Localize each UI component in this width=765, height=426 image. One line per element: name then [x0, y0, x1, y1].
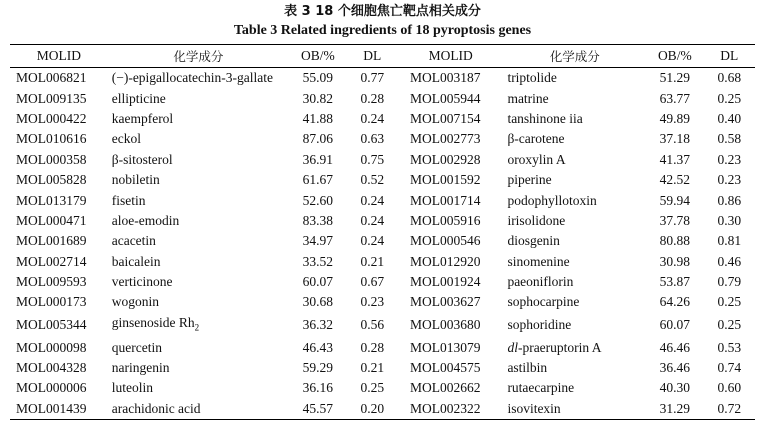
- table-caption-english: Table 3 Related ingredients of 18 pyroptosis genes: [233, 23, 532, 38]
- table-row: [10, 231, 755, 251]
- compound-name: naringenin: [111, 359, 170, 375]
- compound-name-cell: [108, 211, 289, 231]
- compound-name: sophoridine: [507, 317, 572, 333]
- compound-name: piperine: [507, 172, 552, 188]
- ob-cell: 46.43: [302, 339, 334, 355]
- ob-cell: 83.38: [302, 212, 334, 228]
- molid-cell: MOL001592: [409, 172, 481, 188]
- molid-cell: MOL000173: [16, 294, 87, 310]
- dl-cell: 0.30: [717, 212, 742, 228]
- compound-name: nobiletin: [111, 172, 160, 188]
- compound-name: acacetin: [111, 233, 156, 249]
- compound-name: baicalein: [111, 253, 161, 269]
- compound-name-cell: [108, 231, 289, 251]
- ob-cell: 59.29: [302, 359, 334, 375]
- dl-cell: 0.23: [717, 151, 742, 167]
- table-row: [10, 337, 755, 357]
- molid-cell: MOL009135: [16, 90, 87, 106]
- compound-name: β-sitosterol: [111, 151, 173, 167]
- ob-cell: 60.07: [659, 317, 690, 333]
- compound-name-cell: [503, 211, 646, 231]
- compound-name-cell: [108, 378, 289, 398]
- molid-cell: MOL004328: [16, 359, 87, 375]
- dl-cell: 0.24: [360, 233, 385, 249]
- compound-name-subscript: 2: [194, 322, 200, 333]
- table-caption-chinese: 表 3 18 个细胞焦亡靶点相关成分: [284, 4, 481, 19]
- molid-cell: MOL005828: [16, 172, 87, 188]
- molid-cell: MOL001714: [409, 192, 481, 208]
- molid-cell: MOL003627: [409, 294, 481, 310]
- dl-cell: 0.63: [360, 131, 385, 147]
- dl-cell: 0.74: [717, 359, 742, 375]
- ob-cell: 51.29: [659, 70, 690, 86]
- ob-cell: 30.82: [302, 90, 334, 106]
- compound-name-cell: [108, 292, 289, 312]
- compound-name-cell: [108, 109, 289, 129]
- ob-cell: 30.68: [302, 294, 334, 310]
- compound-name-cell: [108, 358, 289, 378]
- molid-cell: MOL005944: [409, 90, 481, 106]
- dl-cell: 0.52: [360, 172, 385, 188]
- table-row: [10, 399, 755, 420]
- table-row: [10, 170, 755, 190]
- ob-cell: 55.09: [302, 70, 334, 86]
- compound-name-cell: [108, 68, 289, 89]
- compound-name: eckol: [111, 131, 141, 147]
- dl-cell: 0.58: [717, 131, 742, 147]
- ob-cell: 52.60: [302, 192, 334, 208]
- table-row: [10, 358, 755, 378]
- molid-cell: MOL000422: [16, 110, 87, 126]
- compound-name-cell: [503, 170, 646, 190]
- dl-cell: 0.75: [360, 151, 385, 167]
- molid-cell: MOL005916: [409, 212, 481, 228]
- compound-name: podophyllotoxin: [507, 192, 597, 208]
- molid-cell: MOL002773: [409, 131, 481, 147]
- ob-cell: 63.77: [659, 90, 690, 106]
- table-row: [10, 292, 755, 312]
- compound-name: triptolide: [507, 70, 557, 86]
- header-chem-right: 化学成分: [549, 49, 600, 64]
- molid-cell: MOL003680: [409, 317, 481, 333]
- table-row: [10, 378, 755, 398]
- compound-name-cell: [503, 378, 646, 398]
- compound-name-cell: [503, 399, 646, 420]
- header-chem-left: 化学成分: [173, 49, 224, 64]
- header-dl-left: DL: [363, 48, 382, 63]
- dl-cell: 0.40: [717, 110, 742, 126]
- molid-cell: MOL003187: [409, 70, 481, 86]
- compound-name-cell: [503, 68, 646, 89]
- ob-cell: 53.87: [659, 274, 690, 290]
- compound-name-cell: [108, 129, 289, 149]
- ob-cell: 59.94: [659, 192, 690, 208]
- ob-cell: 37.78: [659, 212, 690, 228]
- dl-cell: 0.81: [717, 233, 742, 249]
- dl-cell: 0.72: [717, 400, 742, 416]
- ob-cell: 36.46: [659, 359, 690, 375]
- molid-cell: MOL002662: [409, 380, 481, 396]
- ob-cell: 33.52: [302, 253, 334, 269]
- compound-name: irisolidone: [507, 212, 566, 228]
- ob-cell: 40.30: [659, 380, 690, 396]
- compound-name: tanshinone iia: [507, 110, 583, 126]
- molid-cell: MOL002928: [409, 151, 481, 167]
- dl-cell: 0.56: [360, 317, 385, 333]
- dl-cell: 0.21: [360, 359, 385, 375]
- ob-cell: 49.89: [659, 110, 690, 126]
- ob-cell: 42.52: [659, 172, 690, 188]
- dl-cell: 0.46: [717, 253, 742, 269]
- molid-cell: MOL000098: [16, 339, 87, 355]
- compound-name: diosgenin: [507, 233, 560, 249]
- compound-name-cell: [108, 399, 289, 420]
- dl-cell: 0.24: [360, 212, 385, 228]
- molid-cell: MOL012920: [409, 253, 481, 269]
- dl-cell: 0.67: [360, 274, 385, 290]
- compound-name-cell: [108, 252, 289, 272]
- compound-name: verticinone: [111, 274, 173, 290]
- header-dl-right: DL: [720, 48, 739, 63]
- compound-name: aloe-emodin: [111, 212, 180, 228]
- compound-name: fisetin: [111, 192, 146, 208]
- compound-name: arachidonic acid: [111, 400, 201, 416]
- dl-cell: 0.25: [717, 90, 742, 106]
- header-ob-right: OB/%: [657, 48, 692, 63]
- compound-name: β-carotene: [507, 131, 565, 147]
- compound-name-cell: [108, 170, 289, 190]
- compound-name: -praeruptorin A: [517, 339, 602, 355]
- dl-cell: 0.25: [360, 380, 385, 396]
- ob-cell: 45.57: [302, 400, 334, 416]
- compound-name: sinomenine: [507, 253, 570, 269]
- compound-name-cell: [503, 190, 646, 210]
- dl-cell: 0.86: [717, 192, 742, 208]
- compound-name: oroxylin A: [507, 151, 566, 167]
- table-row: [10, 313, 755, 338]
- ob-cell: 64.26: [659, 294, 690, 310]
- molid-cell: MOL006821: [16, 70, 87, 86]
- dl-cell: 0.68: [717, 70, 742, 86]
- ob-cell: 37.18: [659, 131, 690, 147]
- table-body: [10, 68, 755, 420]
- compound-name: quercetin: [111, 339, 162, 355]
- molid-cell: MOL007154: [409, 110, 481, 126]
- molid-cell: MOL000546: [409, 233, 481, 249]
- table-row: [10, 109, 755, 129]
- header-ob-left: OB/%: [300, 48, 335, 63]
- molid-cell: MOL002714: [16, 253, 87, 269]
- ob-cell: 36.91: [302, 151, 334, 167]
- dl-cell: 0.25: [717, 294, 742, 310]
- molid-cell: MOL013179: [16, 192, 87, 208]
- compound-name: astilbin: [507, 359, 548, 375]
- ob-cell: 31.29: [659, 400, 690, 416]
- dl-cell: 0.21: [360, 253, 385, 269]
- molid-cell: MOL000358: [16, 151, 87, 167]
- compound-name-cell: [503, 88, 646, 108]
- molid-cell: MOL000006: [16, 380, 87, 396]
- compound-name-cell: [503, 337, 646, 357]
- ob-cell: 61.67: [302, 172, 334, 188]
- compound-name-cell: [503, 358, 646, 378]
- table-row: [10, 88, 755, 108]
- molid-cell: MOL010616: [16, 131, 87, 147]
- dl-cell: 0.77: [360, 70, 385, 86]
- molid-cell: MOL005344: [16, 317, 87, 333]
- molid-cell: MOL002322: [409, 400, 481, 416]
- molid-cell: MOL013079: [409, 339, 481, 355]
- table-header-row: [10, 45, 755, 68]
- compound-name-cell: [503, 272, 646, 292]
- molid-cell: MOL000471: [16, 212, 87, 228]
- molid-cell: MOL001689: [16, 233, 87, 249]
- table-row: [10, 190, 755, 210]
- molid-cell: MOL001439: [16, 400, 87, 416]
- compound-name-cell: [503, 252, 646, 272]
- compound-name-cell: [108, 88, 289, 108]
- compound-name: matrine: [507, 90, 549, 106]
- ob-cell: 60.07: [302, 274, 334, 290]
- compound-name-cell: [108, 272, 289, 292]
- compound-name-cell: [108, 150, 289, 170]
- dl-cell: 0.24: [360, 110, 385, 126]
- compound-name-cell: [108, 190, 289, 210]
- molid-cell: MOL001924: [409, 274, 481, 290]
- dl-cell: 0.20: [360, 400, 385, 416]
- compound-name-cell: [108, 313, 289, 338]
- table-row: [10, 68, 755, 89]
- compound-name-cell: [503, 150, 646, 170]
- compound-name-cell: [503, 231, 646, 251]
- ob-cell: 36.32: [302, 317, 334, 333]
- compound-name: kaempferol: [111, 110, 174, 126]
- molid-cell: MOL009593: [16, 274, 87, 290]
- compound-name: paeoniflorin: [507, 274, 574, 290]
- dl-cell: 0.23: [360, 294, 385, 310]
- ob-cell: 30.98: [659, 253, 690, 269]
- compound-name-cell: [503, 313, 646, 338]
- table-row: [10, 129, 755, 149]
- compound-name: ellipticine: [111, 90, 166, 106]
- ob-cell: 41.88: [302, 110, 334, 126]
- compound-name-prefix: dl: [507, 339, 518, 355]
- dl-cell: 0.24: [360, 192, 385, 208]
- header-molid-left: MOLID: [36, 48, 81, 63]
- ob-cell: 34.97: [302, 233, 334, 249]
- dl-cell: 0.79: [717, 274, 742, 290]
- dl-cell: 0.25: [717, 317, 742, 333]
- dl-cell: 0.60: [717, 380, 742, 396]
- compound-name-cell: [503, 109, 646, 129]
- compound-name-cell: [503, 292, 646, 312]
- table-row: [10, 252, 755, 272]
- ob-cell: 46.46: [659, 339, 690, 355]
- table-row: [10, 272, 755, 292]
- table-row: [10, 211, 755, 231]
- molid-cell: MOL004575: [409, 359, 481, 375]
- compound-name: isovitexin: [507, 400, 561, 416]
- dl-cell: 0.53: [717, 339, 742, 355]
- ob-cell: 80.88: [659, 233, 690, 249]
- ingredients-table: [10, 44, 755, 420]
- ob-cell: 36.16: [302, 380, 334, 396]
- compound-name: wogonin: [111, 294, 159, 310]
- dl-cell: 0.28: [360, 339, 385, 355]
- compound-name-cell: [108, 337, 289, 357]
- dl-cell: 0.23: [717, 172, 742, 188]
- header-molid-right: MOLID: [428, 48, 473, 63]
- compound-name-cell: [503, 129, 646, 149]
- ob-cell: 41.37: [659, 151, 690, 167]
- table-row: [10, 150, 755, 170]
- ob-cell: 87.06: [302, 131, 334, 147]
- compound-name: ginsenoside Rh: [111, 314, 195, 330]
- compound-name: sophocarpine: [507, 294, 580, 310]
- dl-cell: 0.28: [360, 90, 385, 106]
- compound-name: rutaecarpine: [507, 380, 575, 396]
- compound-name: luteolin: [111, 380, 153, 396]
- compound-name: (−)-epigallocatechin-3-gallate: [111, 70, 273, 86]
